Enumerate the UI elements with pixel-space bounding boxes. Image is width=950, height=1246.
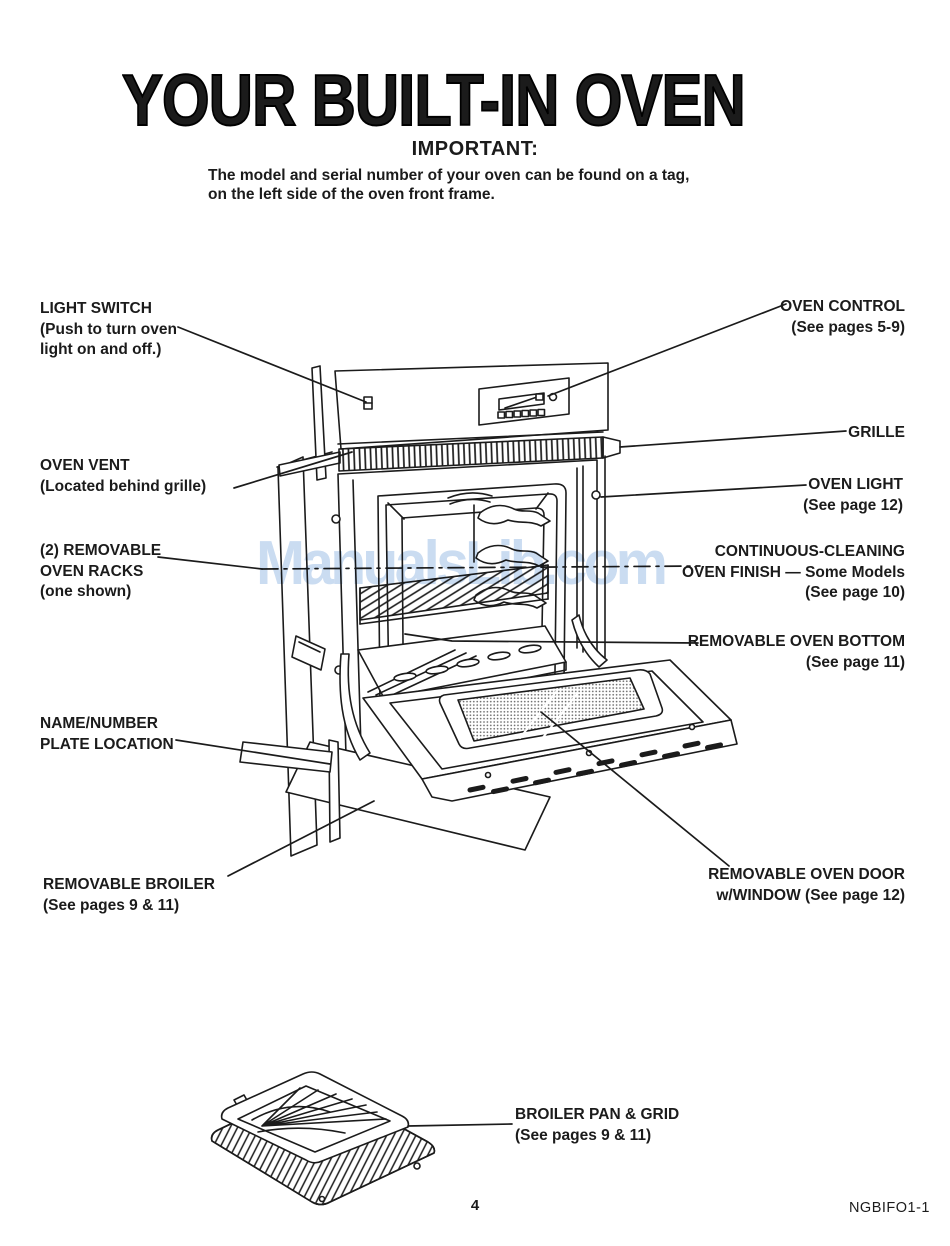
leader-oven-light [601,485,806,497]
label-line: LIGHT SWITCH [40,300,152,317]
label-line: (Push to turn oven [40,320,177,338]
label-line: (See pages 9 & 11) [515,1126,652,1144]
leader-oven-control [548,304,786,396]
doc-code: NGBIFO1-1 [848,1200,930,1216]
label-line: OVEN CONTROL [780,298,905,315]
label-line: GRILLE [848,424,905,441]
label-oven-light [803,475,903,516]
label-oven-bottom [688,632,905,673]
label-line: OVEN FINISH — Some Models [681,563,905,581]
label-removable-broiler [43,875,215,916]
label-oven-door [708,865,905,906]
page-number: 4 [470,1197,480,1214]
leader-oven-racks [158,557,262,569]
label-line: REMOVABLE OVEN BOTTOM [687,633,905,650]
label-line: CONTINUOUS-CLEANING [714,543,905,560]
label-line: REMOVABLE OVEN DOOR [708,866,905,883]
page-title: YOUR BUILT-IN OVEN [122,61,745,141]
label-line: (See page 11) [805,653,905,671]
label-line: PLATE LOCATION [40,735,174,753]
label-grille [848,423,905,444]
label-light-switch [40,299,177,361]
watermark: ManualsLib.com [256,529,665,598]
important-note-line: The model and serial number of your oven can be found on a tag, [208,167,690,184]
label-line: OVEN LIGHT [808,476,903,493]
label-line: (one shown) [40,583,132,600]
label-line: NAME/NUMBER [40,715,158,732]
label-line: (See page 12) [803,496,903,514]
light-switch-glyph [364,397,372,409]
label-line: OVEN RACKS [40,562,144,580]
label-continuous-cleaning [682,542,905,604]
label-line: (See pages 9 & 11) [43,896,180,914]
important-note-line: on the left side of the oven front frame. [208,186,495,203]
label-line: w/WINDOW (See page 12) [716,886,905,904]
label-oven-control [780,297,905,338]
broiler-pan-illustration [212,1072,435,1205]
label-line: (Located behind grille) [40,477,207,495]
label-line: light on and off.) [40,341,162,358]
label-line: REMOVABLE BROILER [43,876,215,893]
label-oven-vent [40,456,206,497]
label-broiler-pan [515,1105,679,1146]
leader-light-switch [178,327,366,402]
label-oven-racks [40,541,161,603]
important-heading: IMPORTANT: [411,138,539,160]
label-line: (See page 10) [805,584,905,601]
label-line: (2) REMOVABLE [40,542,162,559]
leader-grille [620,431,846,447]
label-line: OVEN VENT [40,457,130,474]
label-name-plate [40,714,174,755]
label-line: BROILER PAN & GRID [515,1106,680,1123]
important-note [208,166,689,204]
leader-broiler-pan [408,1124,512,1126]
label-line: (See pages 5-9) [791,318,905,336]
